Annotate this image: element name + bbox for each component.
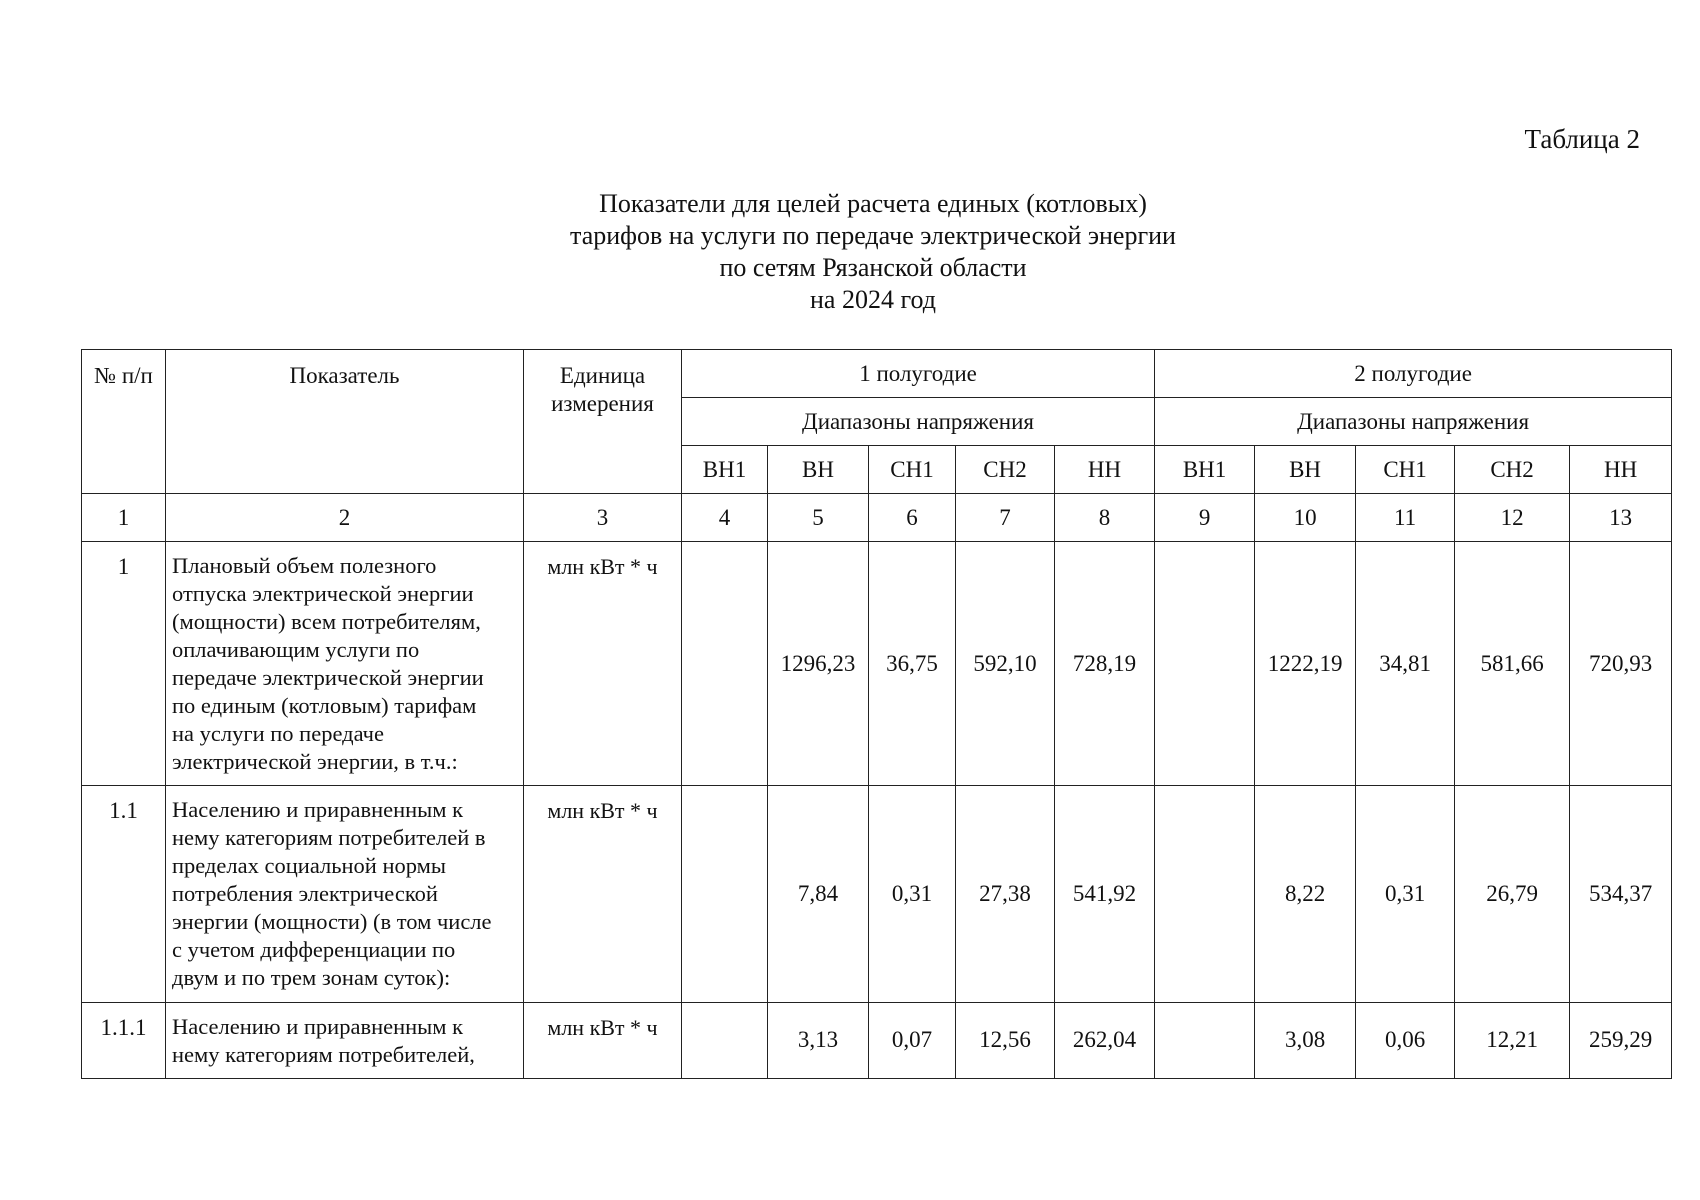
column-number: 1 [82,494,166,542]
value-cell: 728,19 [1055,542,1155,786]
value-cell [1155,786,1255,1003]
column-number: 8 [1055,494,1155,542]
table-row [82,1003,1672,1079]
value-cell: 27,38 [956,786,1055,1003]
row-unit: млн кВт * ч [524,786,682,1003]
value-cell: 1222,19 [1255,542,1356,786]
row-number: 1.1 [82,786,166,1003]
value-cell: 0,07 [869,1003,956,1079]
header-half-1: 1 полугодие [682,350,1155,398]
column-number: 7 [956,494,1055,542]
header-voltage-ranges-2: Диапазоны напряжения [1155,398,1672,446]
column-number: 11 [1356,494,1455,542]
header-unit: Единица измерения [524,350,682,494]
value-cell: 7,84 [768,786,869,1003]
value-cell: 720,93 [1570,542,1672,786]
column-number: 5 [768,494,869,542]
header-level-nn: НН [1055,446,1155,494]
header-level-sn1: СН1 [869,446,956,494]
document-title [450,188,1296,316]
value-cell: 0,31 [1356,786,1455,1003]
value-cell: 12,21 [1455,1003,1570,1079]
value-cell [1155,542,1255,786]
indicator-line: потребления электрической [172,881,438,906]
value-cell: 541,92 [1055,786,1155,1003]
value-cell: 534,37 [1570,786,1672,1003]
row-indicator-name [166,1003,524,1079]
value-cell: 8,22 [1255,786,1356,1003]
row-indicator-name [166,786,524,1003]
header-level-sn2: СН2 [956,446,1055,494]
value-cell: 581,66 [1455,542,1570,786]
indicator-line: пределах социальной нормы [172,853,447,878]
header-half-2: 2 полугодие [1155,350,1672,398]
table-row [82,542,1672,786]
header-level-vn1: ВН1 [1155,446,1255,494]
value-cell: 12,56 [956,1003,1055,1079]
indicator-line: электрической энергии, в т.ч.: [172,749,458,774]
table-row [82,786,1672,1003]
value-cell: 1296,23 [768,542,869,786]
value-cell [682,542,768,786]
indicator-line: по единым (котловым) тарифам [172,693,477,718]
column-number: 3 [524,494,682,542]
value-cell: 3,08 [1255,1003,1356,1079]
value-cell: 592,10 [956,542,1055,786]
title-line: на 2024 год [810,285,936,314]
indicator-line: Населению и приравненным к [172,1014,464,1039]
value-cell: 0,31 [869,786,956,1003]
indicator-line: энергии (мощности) (в том числе [172,909,492,934]
column-number: 6 [869,494,956,542]
value-cell: 259,29 [1570,1003,1672,1079]
title-line: тарифов на услуги по передаче электрической энергии [570,221,1176,250]
header-level-sn1: СН1 [1356,446,1455,494]
value-cell [1155,1003,1255,1079]
value-cell: 34,81 [1356,542,1455,786]
table-label: Таблица 2 [1524,124,1640,154]
indicator-line: на услуги по передаче [172,721,384,746]
column-number: 4 [682,494,768,542]
header-level-vn1: ВН1 [682,446,768,494]
row-number: 1.1.1 [82,1003,166,1079]
column-number: 12 [1455,494,1570,542]
row-indicator-name [166,542,524,786]
indicator-line: отпуска электрической энергии [172,581,474,606]
indicator-line: передаче электрической энергии [172,665,484,690]
header-level-vn: ВН [1255,446,1356,494]
indicator-line: (мощности) всем потребителям, [172,609,481,634]
header-voltage-ranges-1: Диапазоны напряжения [682,398,1155,446]
title-line: Показатели для целей расчета единых (котловых) [599,189,1147,218]
value-cell [682,786,768,1003]
indicator-line: нему категориям потребителей, [172,1042,475,1067]
value-cell: 26,79 [1455,786,1570,1003]
indicator-line: Населению и приравненным к [172,797,464,822]
value-cell [682,1003,768,1079]
indicator-line: нему категориям потребителей в [172,825,486,850]
header-level-nn: НН [1570,446,1672,494]
value-cell: 0,06 [1356,1003,1455,1079]
indicator-line: Плановый объем полезного [172,553,437,578]
column-number-row [82,494,1672,542]
indicator-line: оплачивающим услуги по [172,637,420,662]
value-cell: 3,13 [768,1003,869,1079]
column-number: 9 [1155,494,1255,542]
row-unit: млн кВт * ч [524,1003,682,1079]
header-level-vn: ВН [768,446,869,494]
value-cell: 36,75 [869,542,956,786]
title-line: по сетям Рязанской области [719,253,1027,282]
header-num: № п/п [82,350,166,494]
column-number: 10 [1255,494,1356,542]
value-cell: 262,04 [1055,1003,1155,1079]
row-unit: млн кВт * ч [524,542,682,786]
indicator-line: с учетом дифференциации по [172,937,456,962]
column-number: 13 [1570,494,1672,542]
header-level-sn2: СН2 [1455,446,1570,494]
indicator-line: двум и по трем зонам суток): [172,965,451,990]
row-number: 1 [82,542,166,786]
column-number: 2 [166,494,524,542]
tariff-indicators-table [81,349,1672,1079]
header-indicator: Показатель [166,350,524,494]
